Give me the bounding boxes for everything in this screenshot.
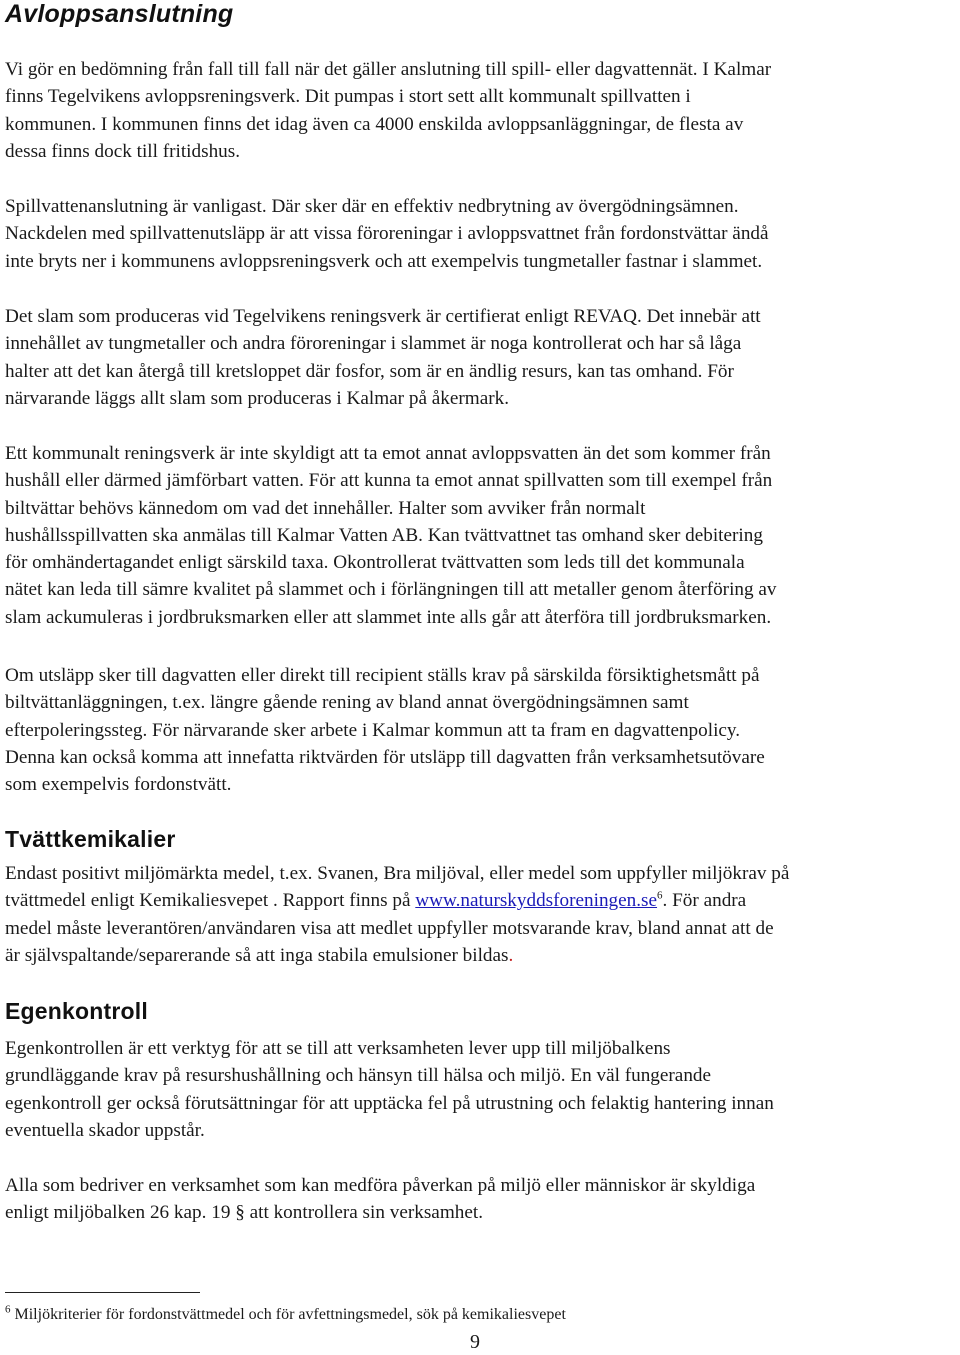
- text-line: Alla som bedriver en verksamhet som kan medföra påverkan på miljö eller människor är skyldiga: [5, 1175, 756, 1196]
- text-line: [5, 1199, 955, 1226]
- text-line: närvarande läggs allt slam som produceras i Kalmar på åkermark.: [5, 387, 510, 409]
- text-line: [5, 887, 955, 914]
- text-line: Vi gör en bedömning från fall till fall när det gäller anslutning till spill- eller dagvattennät. I Kalmar: [5, 59, 772, 80]
- heading-tvattkemikalier: Tvättkemikalier: [5, 826, 176, 852]
- text-line: Det slam som produceras vid Tegelvikens reningsverk är certifierat enligt REVAQ. Det innebär att: [5, 306, 761, 327]
- text-line: Nackdelen med spillvattenutsläpp är att vissa föroreningar i avloppsvattnet från fordonstvättar ändå: [5, 223, 769, 245]
- text-line: Denna kan också komma att innefatta riktvärden för utsläpp till dagvatten från verksamhetsutövare: [5, 746, 765, 768]
- footnote-text: Miljökriterier för fordonstvättmedel och för avfettningsmedel, sök på kemikaliesvepet: [10, 1306, 566, 1323]
- text-segment: tvättmedel enligt Kemikaliesvepet . Rapport finns på: [5, 890, 416, 912]
- naturskyddsforeningen-link[interactable]: www.naturskyddsforeningen.se: [415, 890, 658, 912]
- text-line: som exempelvis fordonstvätt.: [5, 774, 232, 796]
- text-line: inte bryts ner i kommunens avloppsreningsverk och att exempelvis tungmetaller fastnar i slammet.: [5, 250, 763, 272]
- text-line: nätet kan leda till sämre kvalitet på slammet och i förlängningen till att metaller genom återföring av: [5, 579, 777, 601]
- red-period: .: [508, 944, 514, 966]
- paragraph-tvattkemikalier: [5, 860, 955, 969]
- text-segment: att kontrollera sin verksamhet.: [244, 1202, 483, 1224]
- text-line: kommunen. I kommunen finns det idag även ca 4000 enskilda avloppsanläggningar, de flesta av: [5, 113, 744, 135]
- text-line: egenkontroll ger också förutsättningar för att upptäcka fel på utrustning och felaktig hantering innan: [5, 1092, 774, 1114]
- paragraph-egenkontroll: [5, 1035, 955, 1144]
- text-line: Endast positivt miljömärkta medel, t.ex. Svanen, Bra miljöval, eller medel som uppfyller miljökrav på: [5, 863, 790, 884]
- text-segment: . För andra: [662, 890, 747, 912]
- text-line: biltvättanläggningen, t.ex. längre gående rening av bland annat övergödningsämnen samt: [5, 692, 689, 714]
- text-line: finns Tegelvikens avloppsreningsverk. Dit pumpas i stort sett allt kommunalt spillvatten i: [5, 86, 691, 108]
- paragraph-dagvatten: [5, 662, 955, 798]
- text-line: Ett kommunalt reningsverk är inte skyldigt att ta emot annat avloppsvatten än det som kommer från: [5, 443, 771, 464]
- page-number: 9: [470, 1331, 480, 1353]
- heading-egenkontroll: Egenkontroll: [5, 998, 148, 1024]
- text-line: [5, 942, 955, 969]
- text-line: eventuella skador uppstår.: [5, 1119, 205, 1141]
- text-line: hushåll eller därmed jämförbart vatten. För att kunna ta emot annat spillvatten som till exempel från: [5, 470, 773, 492]
- text-segment: är självspaltande/separerande så att inga stabila emulsioner bildas: [5, 944, 509, 966]
- text-line: slam ackumuleras i jordbruksmarken eller att slammet inte alls går att återföra till jordbruksmarken.: [5, 606, 772, 628]
- footnote-number: 6: [5, 1303, 11, 1316]
- text-line: grundläggande krav på resurshushållning och hänsyn till hälsa och miljö. En väl fungerande: [5, 1065, 712, 1087]
- paragraph-skyldighet: [5, 1172, 955, 1227]
- text-line: biltvättar behövs kännedom om vad det innehåller. Halter som avviker från normalt: [5, 497, 646, 519]
- paragraph-intro: [5, 56, 955, 165]
- section-sign: §: [235, 1202, 245, 1224]
- text-line: hushållsspillvatten ska anmälas till Kalmar Vatten AB. Kan tvättvattnet tas omhand sker debitering: [5, 524, 763, 546]
- paragraph-spillvatten: [5, 193, 955, 275]
- text-line: halter att det kan återgå till kretsloppet där fosfor, som är en ändlig resurs, kan tas omhand. För: [5, 360, 734, 382]
- text-line: innehållet av tungmetaller och andra föroreningar i slammet är noga kontrollerat och har så låga: [5, 333, 742, 355]
- text-line: dessa finns dock till fritidshus.: [5, 140, 241, 162]
- text-line: medel måste leverantören/användaren visa att medlet uppfyller motsvarande krav, bland annat att de: [5, 917, 774, 939]
- paragraph-slam: [5, 303, 955, 412]
- text-segment: enligt miljöbalken 26 kap. 19: [5, 1202, 236, 1224]
- text-line: Egenkontrollen är ett verktyg för att se till att verksamheten lever upp till miljöbalkens: [5, 1038, 671, 1059]
- footnote: [5, 1305, 566, 1325]
- paragraph-reningsverk: [5, 440, 955, 631]
- text-line: för omhändertagandet enligt särskild taxa. Okontrollerat tvättvatten som leds till det kommunala: [5, 552, 745, 574]
- footnote-divider: [5, 1292, 200, 1293]
- heading-avloppsanslutning: Avloppsanslutning: [5, 0, 234, 28]
- text-line: Spillvattenanslutning är vanligast. Där sker där en effektiv nedbrytning av övergödningsämnen.: [5, 196, 739, 217]
- footnote-ref: 6: [657, 889, 663, 902]
- text-line: Om utsläpp sker till dagvatten eller direkt till recipient ställs krav på särskilda försiktighetsmått på: [5, 665, 760, 686]
- text-line: efterpoleringssteg. För närvarande sker arbete i Kalmar kommun att ta fram en dagvattenpolicy.: [5, 719, 741, 741]
